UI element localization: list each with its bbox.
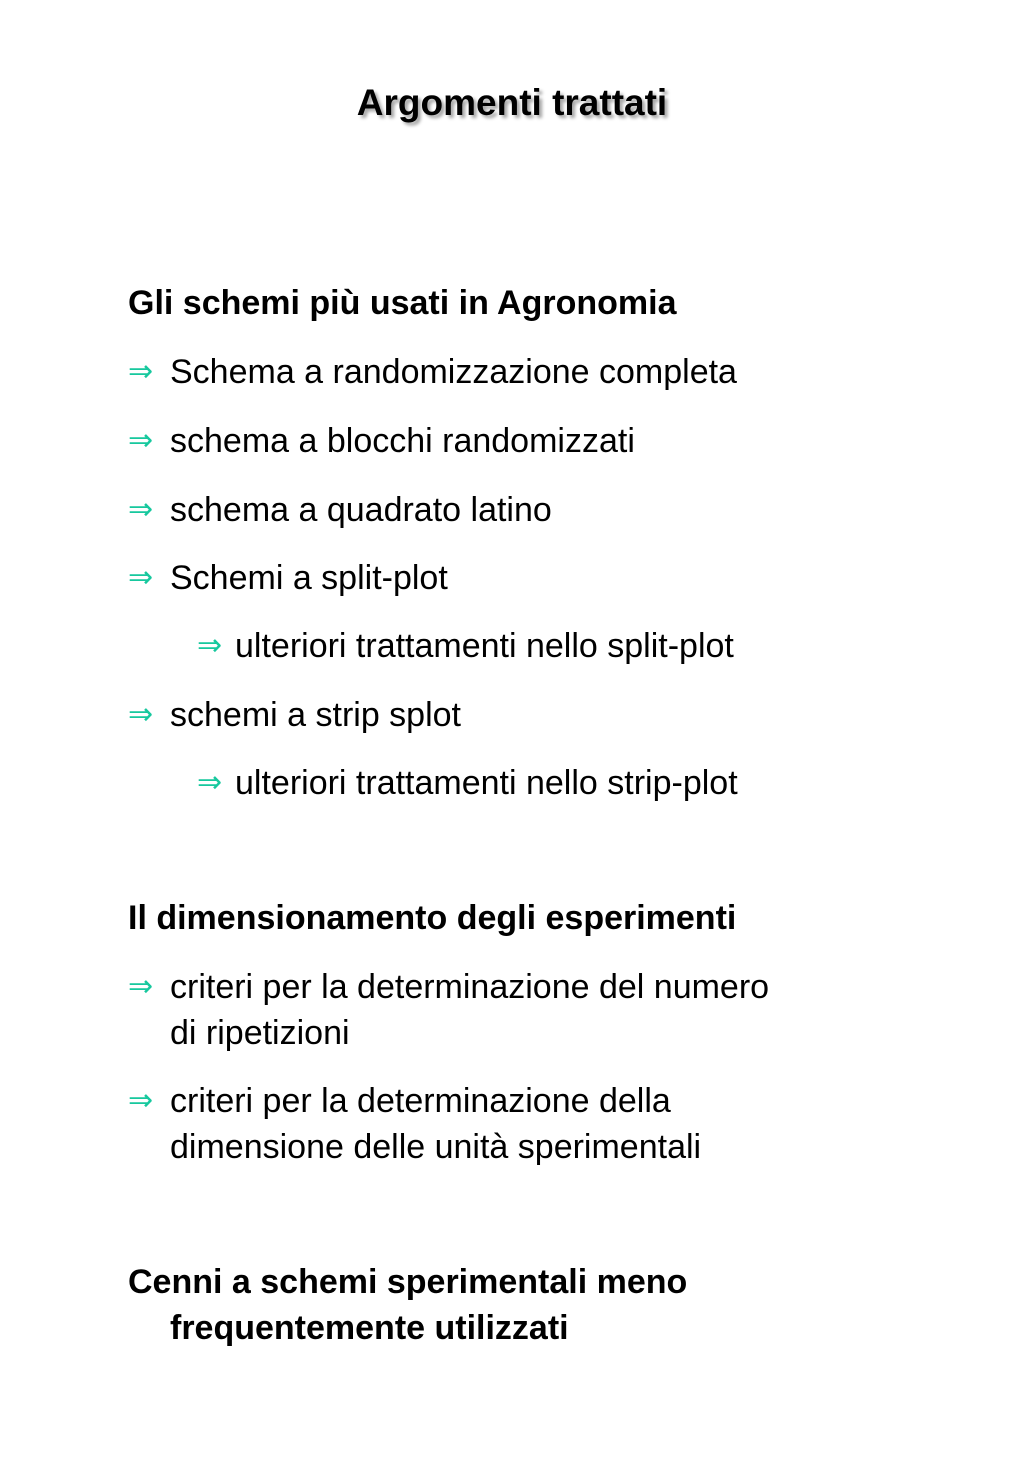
- list-item-label: schemi a strip splot: [170, 696, 461, 734]
- list-subitem: [197, 623, 734, 669]
- list-item-label-line2: dimensione delle unità sperimentali: [170, 1128, 702, 1166]
- double-arrow-icon: ⇒: [128, 354, 154, 389]
- list-item-label-line1: criteri per la determinazione del numero: [170, 968, 770, 1006]
- list-subitem-label: ulteriori trattamenti nello strip-plot: [235, 764, 738, 802]
- list-item-label: Schema a randomizzazione completa: [170, 353, 737, 391]
- list-item: [128, 964, 769, 1056]
- page-title: Argomenti trattati: [356, 82, 668, 123]
- double-arrow-icon: ⇒: [128, 1083, 154, 1118]
- list-item: [128, 418, 635, 464]
- section-heading-dimensionamento: Il dimensionamento degli esperimenti: [128, 899, 737, 937]
- list-item: [128, 349, 737, 395]
- list-subitem: [197, 760, 738, 806]
- list-item-label-line2: di ripetizioni: [170, 1014, 350, 1052]
- list-item: [128, 1078, 701, 1170]
- list-item: [128, 487, 552, 533]
- section-heading-line2: frequentemente utilizzati: [170, 1309, 569, 1347]
- double-arrow-icon: ⇒: [128, 697, 154, 732]
- section-heading-line1: Cenni a schemi sperimentali meno: [128, 1263, 688, 1301]
- list-item-label-line1: criteri per la determinazione della: [170, 1082, 671, 1120]
- list-item-label: schema a quadrato latino: [170, 491, 552, 529]
- double-arrow-icon: ⇒: [197, 628, 223, 663]
- list-item-label: schema a blocchi randomizzati: [170, 422, 635, 460]
- section-heading-schemi: Gli schemi più usati in Agronomia: [128, 284, 677, 322]
- list-item-label: Schemi a split-plot: [170, 559, 448, 597]
- double-arrow-icon: ⇒: [128, 969, 154, 1004]
- list-subitem-label: ulteriori trattamenti nello split-plot: [235, 627, 734, 665]
- list-item: [128, 692, 461, 738]
- double-arrow-icon: ⇒: [128, 492, 154, 527]
- double-arrow-icon: ⇒: [128, 560, 154, 595]
- list-item: [128, 555, 448, 601]
- section-heading-cenni: [128, 1259, 687, 1351]
- double-arrow-icon: ⇒: [197, 765, 223, 800]
- double-arrow-icon: ⇒: [128, 423, 154, 458]
